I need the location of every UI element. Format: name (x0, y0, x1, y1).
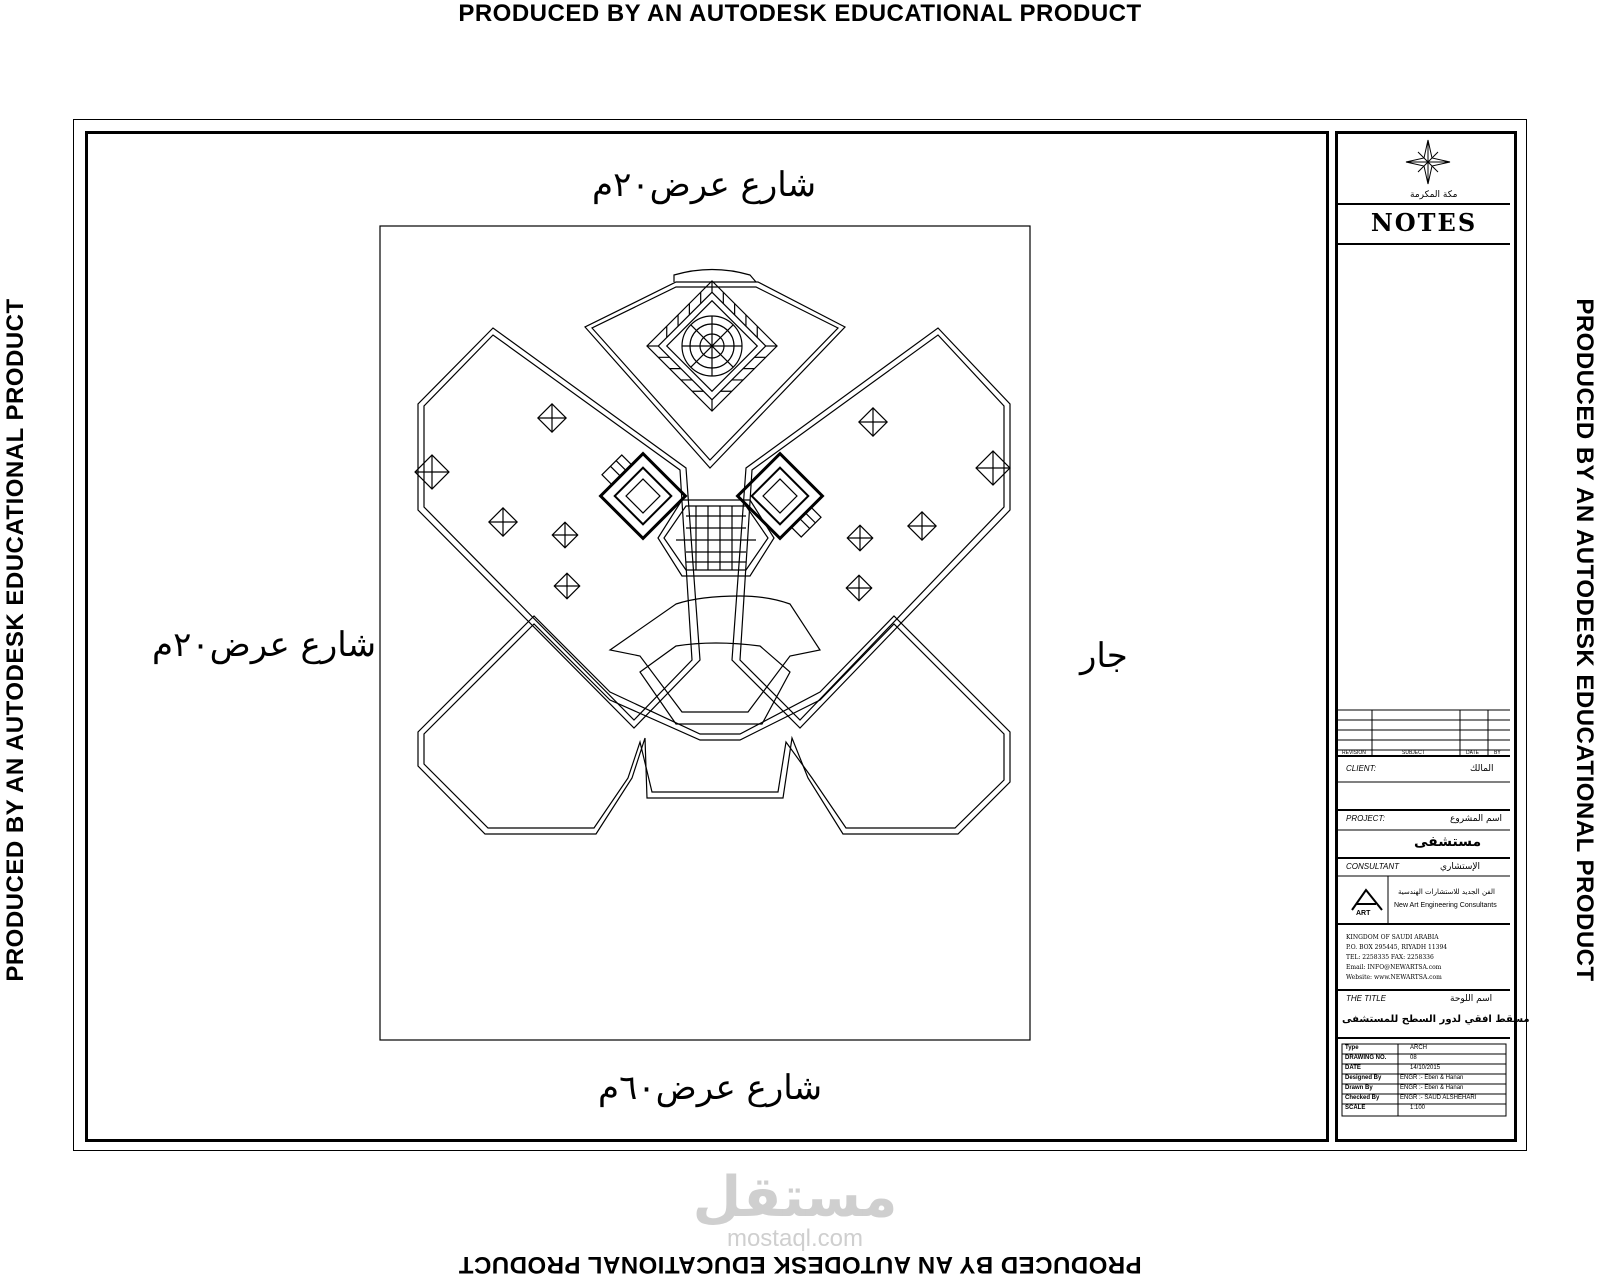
info-label-drawn-by: Drawn By (1345, 1085, 1373, 1091)
title-label-ar: اسم اللوحة (1450, 994, 1493, 1004)
info-value-designed-by: ENGR :- Eben & Hanan (1400, 1075, 1464, 1081)
revision-header: DATE (1466, 750, 1479, 756)
consultant-name-en: New Art Engineering Consultants (1394, 902, 1497, 909)
revision-header: REVISION (1342, 750, 1366, 756)
info-label-designed-by: Designed By (1345, 1075, 1382, 1081)
educational-stamp-left: PRODUCED BY AN AUTODESK EDUCATIONAL PRODUCT (2, 298, 29, 982)
mostaql-watermark (680, 1165, 910, 1252)
client-label-ar: المالك (1470, 764, 1494, 774)
client-label: CLIENT: (1346, 764, 1377, 773)
title-label: THE TITLE (1346, 994, 1387, 1003)
info-label-scale: SCALE (1345, 1105, 1366, 1111)
north-arrow-icon (1406, 140, 1450, 184)
address-line: KINGDOM OF SAUDI ARABIA (1346, 934, 1439, 941)
info-label-drawing-no: DRAWING NO. (1345, 1055, 1387, 1061)
address-line: Email: INFO@NEWARTSA.com (1346, 964, 1442, 971)
notes-heading: NOTES (1370, 208, 1478, 237)
revision-header: BY (1494, 750, 1501, 756)
educational-stamp-bottom: PRODUCED BY AN AUTODESK EDUCATIONAL PRODUCT (458, 1251, 1142, 1278)
info-value-drawn-by: ENGR :- Eben & Hanan (1400, 1085, 1464, 1091)
north-caption: مكة المكرمة (1410, 190, 1458, 200)
street-label-right: جار (1080, 636, 1128, 676)
info-value-type: ARCH (1410, 1045, 1428, 1051)
watermark-arabic: مستقل (692, 1165, 898, 1230)
address-line: P.O. BOX 295445, RIYADH 11394 (1346, 944, 1448, 951)
address-line: TEL: 2258335 FAX: 2258336 (1346, 954, 1434, 961)
drawing-title: مسقط افقي لدور السطح للمستشفى (1342, 1014, 1530, 1025)
street-label-bottom: شارع عرض٦٠م (598, 1068, 823, 1108)
info-label-date: DATE (1345, 1065, 1361, 1071)
street-label-top: شارع عرض٢٠م (592, 165, 817, 205)
watermark-latin: mostaql.com (726, 1225, 864, 1252)
revision-header: SUBJECT (1402, 750, 1425, 756)
consultant-logo-icon (1352, 890, 1382, 910)
project-name: مستشفى (1414, 834, 1482, 850)
info-value-scale: 1:100 (1410, 1105, 1426, 1111)
info-value-drawing-no: 08 (1410, 1055, 1417, 1061)
consultant-logo-text: ART (1356, 910, 1371, 917)
project-label: PROJECT: (1346, 814, 1385, 823)
info-value-checked-by: ENGR :- SAUD ALSHEHARI (1400, 1095, 1477, 1101)
info-label-checked-by: Checked By (1345, 1095, 1380, 1101)
consultant-name-ar: الفن الجديد للاستشارات الهندسية (1398, 888, 1495, 896)
address-line: Website: www.NEWARTSA.com (1346, 974, 1442, 981)
consultant-label-ar: الإستشاري (1440, 862, 1481, 872)
educational-stamp-top: PRODUCED BY AN AUTODESK EDUCATIONAL PRODUCT (458, 0, 1142, 27)
info-value-date: 14/10/2015 (1410, 1065, 1441, 1071)
consultant-label: CONSULTANT (1346, 862, 1400, 871)
info-label-type: Type (1345, 1045, 1359, 1051)
educational-stamp-right: PRODUCED BY AN AUTODESK EDUCATIONAL PRODUCT (1571, 298, 1598, 982)
street-label-left: شارع عرض٢٠م (152, 625, 377, 665)
project-label-ar: اسم المشروع (1450, 814, 1503, 824)
